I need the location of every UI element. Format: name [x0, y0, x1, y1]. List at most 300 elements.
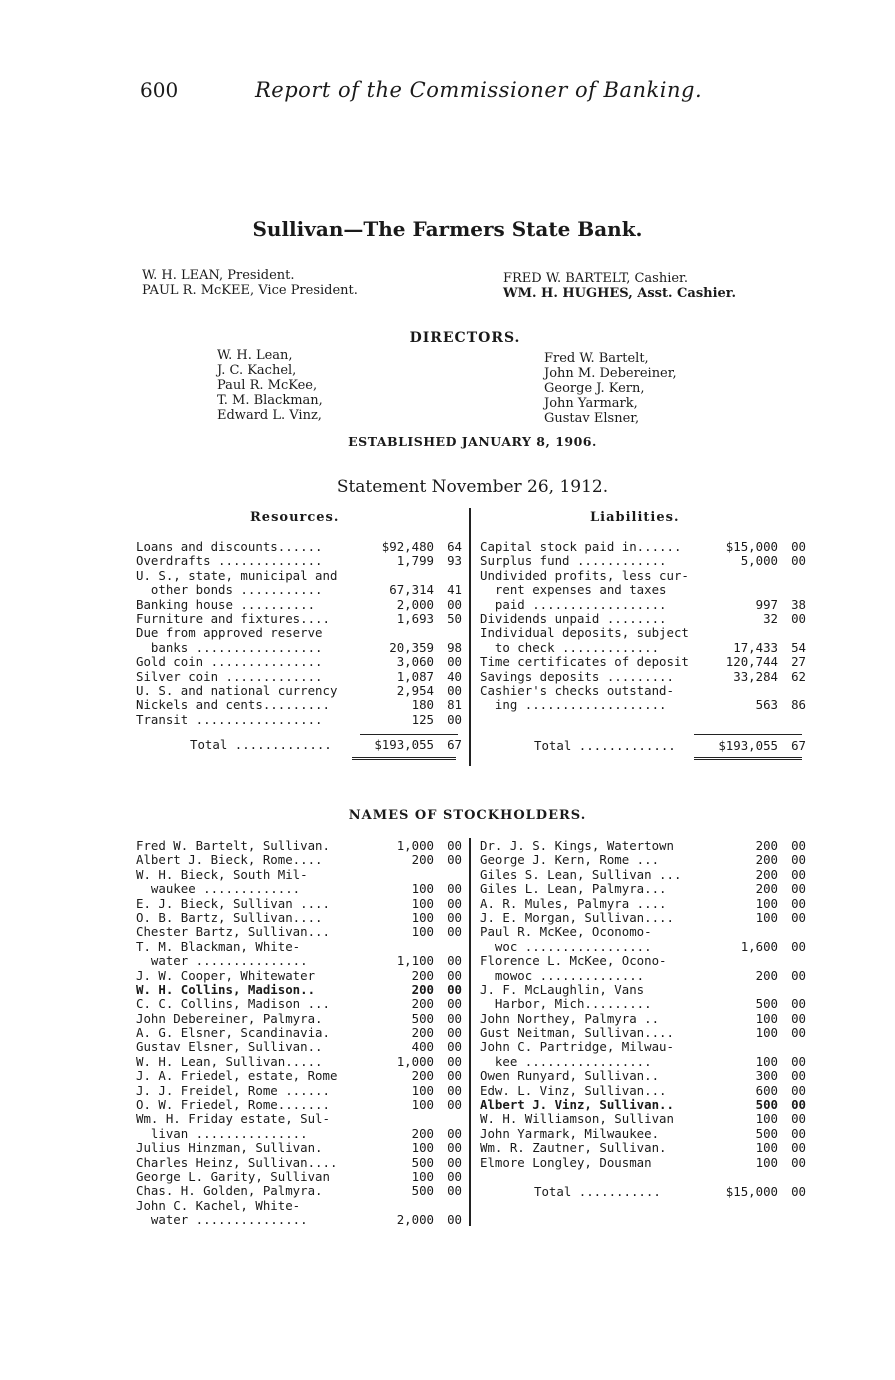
stockholder-row-cents: 00 — [447, 1097, 462, 1113]
stockholder-row-dollars: 100 — [755, 1111, 778, 1127]
stockholder-row-label: Giles S. Lean, Sullivan ... — [480, 867, 682, 882]
stockholder-row-cents: 00 — [791, 1154, 806, 1170]
resource-row-cents: 40 — [447, 668, 462, 684]
stockholder-row-dollars: 1,600 — [740, 938, 778, 954]
total-label: Total ............. — [190, 738, 332, 752]
stockholder-row-label: John Northey, Palmyra .. — [480, 1011, 660, 1026]
stockholder-row-label: John Debereiner, Palmyra. — [136, 1011, 323, 1026]
stockholder-row-label: Dr. J. S. Kings, Watertown — [480, 839, 674, 853]
stockholder-row-label: Chester Bartz, Sullivan... — [136, 925, 330, 940]
resource-row-cents: 00 — [447, 654, 462, 670]
stockholder-row-cents: 00 — [447, 996, 462, 1012]
stockholder-row-cents: 00 — [447, 895, 462, 911]
stockholder-row-dollars: 100 — [755, 895, 778, 911]
resource-row-label: Loans and discounts...... — [136, 540, 323, 554]
total-cents: 67 — [791, 738, 806, 753]
resource-row — [136, 612, 464, 626]
resource-row-dollars: 20,359 — [389, 639, 434, 655]
liability-row-label: ing ................... — [480, 698, 667, 713]
resource-row-cents: 00 — [447, 596, 462, 612]
bank-title: Sullivan—The Farmers State Bank. — [252, 217, 643, 241]
stockholder-row-dollars: 100 — [411, 909, 434, 925]
stockholder-row-cents: 00 — [791, 838, 806, 853]
stockholder-row-cents: 00 — [791, 967, 806, 983]
resource-row-cents: 00 — [447, 711, 462, 727]
stockholders-total — [480, 1185, 808, 1199]
liability-row — [480, 641, 808, 655]
director: John Yarmark, — [544, 396, 638, 411]
resource-row — [136, 583, 464, 597]
stockholder-row — [480, 1040, 808, 1054]
stockholder-row-dollars: 500 — [411, 1010, 434, 1026]
stockholder-row — [480, 897, 808, 911]
stockholder-row — [136, 1156, 464, 1170]
liability-row — [480, 598, 808, 612]
resource-row-label: Gold coin ............... — [136, 655, 323, 670]
stockholder-row-dollars: 100 — [755, 1010, 778, 1026]
resource-row-label: Overdrafts .............. — [136, 554, 323, 569]
resource-row-cents: 41 — [447, 582, 462, 598]
stockholder-row — [136, 897, 464, 911]
director: Gustav Elsner, — [544, 411, 640, 426]
total-dollars: $193,055 — [374, 737, 434, 752]
liability-row-label: Undivided profits, less cur- — [480, 568, 689, 583]
resource-row — [136, 698, 464, 712]
stockholder-row — [136, 882, 464, 896]
stockholder-row-cents: 00 — [447, 1025, 462, 1041]
liability-row-label: Dividends unpaid ........ — [480, 611, 667, 626]
directors-right — [544, 351, 677, 426]
stockholder-row-label: Paul R. McKee, Oconomo- — [480, 925, 652, 940]
stockholder-row-dollars: 200 — [411, 1068, 434, 1084]
stockholder-row — [480, 868, 808, 882]
resources-double-rule — [352, 757, 456, 760]
stockholder-row-cents: 00 — [791, 1125, 806, 1141]
resource-row — [136, 713, 464, 727]
stockholder-row — [136, 983, 464, 997]
director: John M. Debereiner, — [544, 366, 677, 381]
stockholder-row-label: Edw. L. Vinz, Sullivan... — [480, 1083, 667, 1098]
stockholder-row-label: Wm. R. Zautner, Sullivan. — [480, 1141, 667, 1156]
director: George J. Kern, — [544, 381, 645, 396]
stockholder-row-label: C. C. Collins, Madison ... — [136, 997, 330, 1012]
stockholders-right — [480, 839, 808, 1170]
liability-row-dollars: 120,744 — [725, 654, 778, 670]
liability-row — [480, 583, 808, 597]
liability-row — [480, 670, 808, 684]
stockholder-row — [136, 954, 464, 968]
resource-row-label: Due from approved reserve — [136, 626, 323, 641]
liability-row-label: Savings deposits ......... — [480, 669, 674, 684]
stockholder-row — [136, 839, 464, 853]
stockholder-row-dollars: 200 — [411, 1125, 434, 1141]
stockholder-row — [480, 983, 808, 997]
stockholder-row — [136, 940, 464, 954]
resource-row — [136, 626, 464, 640]
liability-row-cents: 54 — [791, 639, 806, 655]
stockholder-row — [136, 1184, 464, 1198]
resource-row-label: U. S. and national currency — [136, 683, 338, 698]
liability-row-cents: 00 — [791, 553, 806, 569]
running-head: Report of the Commissioner of Banking. — [255, 78, 703, 102]
stockholder-row-cents: 00 — [791, 852, 806, 868]
stockholder-row — [136, 1026, 464, 1040]
liability-row-dollars: $15,000 — [725, 539, 778, 554]
stockholder-row — [136, 1213, 464, 1227]
liability-row — [480, 698, 808, 712]
stockholder-row-dollars: 200 — [411, 981, 434, 997]
resource-row — [136, 569, 464, 583]
column-divider — [469, 508, 471, 766]
page-number: 600 — [140, 78, 179, 102]
resource-row — [136, 641, 464, 655]
stockholder-row — [480, 1098, 808, 1112]
resource-row-label: Nickels and cents......... — [136, 698, 330, 713]
stockholder-row-label: W. H. Lean, Sullivan..... — [136, 1054, 323, 1069]
stockholder-row-dollars: 500 — [411, 1183, 434, 1199]
stockholder-row-label: W. H. Collins, Madison.. — [136, 982, 316, 997]
stockholder-row-label: John Yarmark, Milwaukee. — [480, 1126, 660, 1141]
stockholder-row-cents: 00 — [447, 881, 462, 897]
stockholder-row-dollars: 100 — [411, 924, 434, 940]
stockholder-row-label: J. W. Cooper, Whitewater — [136, 968, 316, 983]
stockholder-row-label: Albert J. Vinz, Sullivan.. — [480, 1098, 674, 1113]
liability-row-dollars: 5,000 — [740, 553, 778, 569]
liability-row-cents: 86 — [791, 697, 806, 713]
liability-row-dollars: 32 — [763, 610, 778, 626]
stockholder-row-dollars: 100 — [411, 1140, 434, 1156]
resource-row-dollars: 67,314 — [389, 582, 434, 598]
stockholder-row-dollars: 1,000 — [396, 838, 434, 853]
stockholder-row — [136, 1127, 464, 1141]
liability-row-cents: 00 — [791, 539, 806, 554]
stockholder-row-dollars: 200 — [411, 996, 434, 1012]
stockholder-row — [480, 882, 808, 896]
stockholder-row — [480, 1084, 808, 1098]
stockholder-row-dollars: 100 — [755, 1053, 778, 1069]
liability-row-cents: 27 — [791, 654, 806, 670]
liability-row-label: Time certificates of deposit — [480, 655, 689, 670]
liability-row-dollars: 997 — [755, 596, 778, 612]
stockholder-row-label: A. R. Mules, Palmyra .... — [480, 896, 667, 911]
stockholder-row-label: T. M. Blackman, White- — [136, 939, 301, 954]
stockholder-row-dollars: 500 — [755, 1125, 778, 1141]
stockholder-row-cents: 00 — [791, 1111, 806, 1127]
stockholder-row-label: water ............... — [136, 1213, 308, 1228]
stockholder-row-dollars: 300 — [755, 1068, 778, 1084]
stockholder-row — [136, 1141, 464, 1155]
stockholder-row-label: mowoc .............. — [480, 968, 645, 983]
liability-row-dollars: 563 — [755, 697, 778, 713]
stockholder-row-dollars: 100 — [755, 1154, 778, 1170]
stockholder-row-dollars: 1,000 — [396, 1053, 434, 1069]
total-cents: 00 — [791, 1184, 806, 1199]
stockholder-row-label: O. W. Friedel, Rome....... — [136, 1098, 330, 1113]
stockholder-row-label: Florence L. McKee, Ocono- — [480, 954, 667, 969]
liabilities-total-rule — [694, 734, 802, 735]
resources-total-row — [136, 738, 464, 752]
resource-row-label: Banking house .......... — [136, 597, 316, 612]
resource-row-cents: 81 — [447, 697, 462, 713]
liability-row-cents: 62 — [791, 668, 806, 684]
officer-cashier: FRED W. BARTELT, Cashier. — [503, 271, 688, 286]
stockholder-row-dollars: 100 — [755, 909, 778, 925]
stockholder-row — [136, 1112, 464, 1126]
stockholder-row-cents: 00 — [791, 1053, 806, 1069]
stockholders-heading: NAMES OF STOCKHOLDERS. — [348, 808, 587, 823]
stockholder-row-cents: 00 — [791, 909, 806, 925]
stockholder-row-label: E. J. Bieck, Sullivan .... — [136, 896, 330, 911]
stockholder-row — [136, 1055, 464, 1069]
resource-row-dollars: 1,087 — [396, 668, 434, 684]
stockholder-row-dollars: 2,000 — [396, 1212, 434, 1228]
stockholders-total-row — [480, 1185, 808, 1199]
officer-vice-president: PAUL R. McKEE, Vice President. — [142, 283, 358, 298]
stockholder-row-cents: 00 — [791, 1068, 806, 1084]
directors-left — [217, 348, 323, 423]
resource-row-label: banks ................. — [136, 640, 323, 655]
resource-row-dollars: 1,799 — [396, 553, 434, 569]
stockholder-row-cents: 00 — [447, 1010, 462, 1026]
liability-row-dollars: 33,284 — [733, 668, 778, 684]
stockholder-row-cents: 00 — [791, 866, 806, 882]
stockholder-row-label: woc ................. — [480, 939, 652, 954]
stockholder-row — [136, 1170, 464, 1184]
stockholder-row — [136, 925, 464, 939]
liability-row — [480, 684, 808, 698]
stockholder-row-dollars: 100 — [411, 1168, 434, 1184]
liability-row-label: paid .................. — [480, 597, 667, 612]
resource-row — [136, 540, 464, 554]
stockholder-row-dollars: 400 — [411, 1039, 434, 1055]
resource-row — [136, 670, 464, 684]
stockholder-row-label: Albert J. Bieck, Rome.... — [136, 853, 323, 868]
stockholder-row-cents: 00 — [791, 881, 806, 897]
officers-left — [142, 268, 358, 298]
stockholder-row-label: W. H. Williamson, Sullivan — [480, 1112, 674, 1127]
stockholder-row — [136, 1098, 464, 1112]
liability-row — [480, 540, 808, 554]
liability-row-label: Individual deposits, subject — [480, 626, 689, 641]
stockholder-row-label: A. G. Elsner, Scandinavia. — [136, 1026, 330, 1041]
resource-row-dollars: 1,693 — [396, 610, 434, 626]
stockholder-row — [480, 1156, 808, 1170]
stockholder-row-dollars: 200 — [411, 967, 434, 983]
stockholder-row-cents: 00 — [447, 1154, 462, 1170]
liability-row — [480, 612, 808, 626]
stockholder-row-label: Elmore Longley, Dousman — [480, 1155, 652, 1170]
stockholder-row — [136, 1040, 464, 1054]
stockholder-row-label: Julius Hinzman, Sullivan. — [136, 1141, 323, 1156]
stockholder-row-dollars: 100 — [411, 881, 434, 897]
resources-heading: Resources. — [250, 510, 340, 525]
stockholder-row-cents: 00 — [791, 1082, 806, 1098]
liability-row-cents: 00 — [791, 610, 806, 626]
resource-row-dollars: 2,000 — [396, 596, 434, 612]
stockholder-row-dollars: 200 — [755, 866, 778, 882]
stockholder-row-cents: 00 — [447, 953, 462, 969]
stockholder-row — [480, 997, 808, 1011]
director: J. C. Kachel, — [217, 363, 297, 378]
stockholder-row-label: Owen Runyard, Sullivan.. — [480, 1069, 660, 1084]
stockholder-row-label: Giles L. Lean, Palmyra... — [480, 882, 667, 897]
stockholder-row — [136, 911, 464, 925]
stockholders-divider — [469, 838, 471, 1226]
stockholder-row-dollars: 100 — [411, 895, 434, 911]
stockholder-row-label: kee ................. — [480, 1054, 652, 1069]
resource-row — [136, 684, 464, 698]
total-label: Total ............. — [534, 739, 676, 753]
stockholders-left — [136, 839, 464, 1228]
liability-row-dollars: 17,433 — [733, 639, 778, 655]
stockholder-row-dollars: 500 — [755, 996, 778, 1012]
stockholder-row-cents: 00 — [447, 1140, 462, 1156]
resource-row-dollars: 2,954 — [396, 682, 434, 698]
stockholder-row-dollars: 200 — [411, 1025, 434, 1041]
stockholder-row-dollars: 100 — [411, 1097, 434, 1113]
stockholder-row-dollars: 200 — [755, 838, 778, 853]
resource-row-label: Transit ................. — [136, 712, 323, 727]
liabilities-table — [480, 540, 808, 713]
stockholder-row — [480, 1141, 808, 1155]
stockholder-row — [480, 1055, 808, 1069]
stockholder-row-cents: 00 — [447, 924, 462, 940]
stockholder-row-cents: 00 — [447, 1125, 462, 1141]
stockholder-row-label: W. H. Bieck, South Mil- — [136, 867, 308, 882]
stockholder-row-label: George L. Garity, Sullivan — [136, 1169, 330, 1184]
resource-row-dollars: $92,480 — [381, 539, 434, 554]
liabilities-total — [480, 739, 808, 753]
total-label: Total ........... — [534, 1185, 661, 1199]
stockholder-row-dollars: 500 — [755, 1097, 778, 1113]
stockholder-row — [136, 1084, 464, 1098]
stockholder-row — [480, 839, 808, 853]
liability-row — [480, 655, 808, 669]
stockholder-row — [480, 954, 808, 968]
director: W. H. Lean, — [217, 348, 293, 363]
liability-row — [480, 569, 808, 583]
director: Edward L. Vinz, — [217, 408, 322, 423]
stockholder-row-dollars: 100 — [411, 1082, 434, 1098]
liability-row-label: Capital stock paid in...... — [480, 540, 682, 554]
stockholder-row-cents: 00 — [791, 1010, 806, 1026]
statement-date: Statement November 26, 1912. — [336, 477, 609, 497]
stockholder-row-cents: 00 — [447, 1068, 462, 1084]
stockholder-row-cents: 00 — [791, 1140, 806, 1156]
stockholder-row — [480, 1112, 808, 1126]
directors-heading: DIRECTORS. — [409, 330, 521, 346]
stockholder-row-label: livan ............... — [136, 1126, 308, 1141]
stockholder-row-label: Charles Heinz, Sullivan.... — [136, 1155, 338, 1170]
stockholder-row-cents: 00 — [447, 967, 462, 983]
stockholder-row-label: Gustav Elsner, Sullivan.. — [136, 1040, 323, 1055]
stockholder-row — [136, 1069, 464, 1083]
liabilities-total-row — [480, 739, 808, 753]
stockholder-row-dollars: 100 — [755, 1140, 778, 1156]
stockholder-row-cents: 00 — [447, 838, 462, 853]
stockholder-row-cents: 00 — [447, 1039, 462, 1055]
stockholder-row — [480, 969, 808, 983]
stockholder-row — [480, 1069, 808, 1083]
liability-row — [480, 554, 808, 568]
total-cents: 67 — [447, 737, 462, 752]
stockholder-row-label: Gust Neitman, Sullivan.... — [480, 1026, 674, 1041]
stockholder-row-dollars: 200 — [411, 852, 434, 868]
stockholder-row-cents: 00 — [791, 996, 806, 1012]
stockholder-row-dollars: 600 — [755, 1082, 778, 1098]
stockholder-row — [136, 868, 464, 882]
resource-row-label: Silver coin ............. — [136, 669, 323, 684]
stockholder-row-label: J. F. McLaughlin, Vans — [480, 982, 645, 997]
resource-row-label: other bonds ........... — [136, 583, 323, 598]
resource-row — [136, 554, 464, 568]
stockholder-row — [136, 1199, 464, 1213]
stockholder-row-cents: 00 — [791, 1025, 806, 1041]
officers-right — [503, 271, 736, 301]
liability-row — [480, 626, 808, 640]
resources-table — [136, 540, 464, 727]
stockholder-row-label: Chas. H. Golden, Palmyra. — [136, 1184, 323, 1199]
stockholder-row-label: Wm. H. Friday estate, Sul- — [136, 1112, 330, 1127]
stockholder-row-label: O. B. Bartz, Sullivan.... — [136, 910, 323, 925]
stockholder-row-label: J. E. Morgan, Sullivan.... — [480, 910, 674, 925]
stockholder-row-dollars: 200 — [755, 881, 778, 897]
resources-total — [136, 738, 464, 752]
liability-row-label: rent expenses and taxes — [480, 583, 667, 598]
resource-row-cents: 00 — [447, 682, 462, 698]
resource-row-dollars: 125 — [411, 711, 434, 727]
established-date: ESTABLISHED JANUARY 8, 1906. — [348, 434, 597, 449]
stockholder-row-cents: 00 — [791, 938, 806, 954]
stockholder-row-cents: 00 — [447, 1168, 462, 1184]
stockholder-row — [480, 940, 808, 954]
liability-row-label: Surplus fund ............ — [480, 554, 667, 569]
stockholder-row-cents: 00 — [447, 909, 462, 925]
stockholder-row-dollars: 200 — [755, 852, 778, 868]
total-dollars: $15,000 — [725, 1184, 778, 1199]
stockholder-row — [480, 1127, 808, 1141]
stockholder-row-cents: 00 — [447, 1183, 462, 1199]
stockholder-row — [136, 1012, 464, 1026]
resources-total-rule — [360, 734, 458, 735]
stockholder-row-label: John C. Partridge, Milwau- — [480, 1040, 674, 1055]
resource-row-cents: 98 — [447, 639, 462, 655]
stockholder-row-dollars: 200 — [755, 967, 778, 983]
stockholder-row — [136, 997, 464, 1011]
resource-row — [136, 598, 464, 612]
stockholder-row — [136, 969, 464, 983]
officer-asst-cashier: WM. H. HUGHES, Asst. Cashier. — [503, 286, 736, 301]
stockholder-row — [480, 925, 808, 939]
resource-row-cents: 64 — [447, 539, 462, 554]
stockholder-row-label: Fred W. Bartelt, Sullivan. — [136, 839, 330, 853]
stockholder-row-cents: 00 — [447, 852, 462, 868]
stockholder-row-cents: 00 — [447, 1082, 462, 1098]
liability-row-label: Cashier's checks outstand- — [480, 683, 674, 698]
resource-row-dollars: 180 — [411, 697, 434, 713]
resource-row-label: U. S., state, municipal and — [136, 568, 338, 583]
stockholder-row-cents: 00 — [791, 1097, 806, 1113]
resource-row — [136, 655, 464, 669]
stockholder-row-label: water ............... — [136, 954, 308, 969]
stockholder-row-cents: 00 — [447, 981, 462, 997]
director: Fred W. Bartelt, — [544, 351, 649, 366]
liabilities-heading: Liabilities. — [590, 510, 680, 525]
stockholder-row — [136, 853, 464, 867]
stockholder-row-label: Harbor, Mich......... — [480, 997, 652, 1012]
resource-row-label: Furniture and fixtures.... — [136, 611, 330, 626]
liabilities-double-rule — [694, 757, 802, 760]
